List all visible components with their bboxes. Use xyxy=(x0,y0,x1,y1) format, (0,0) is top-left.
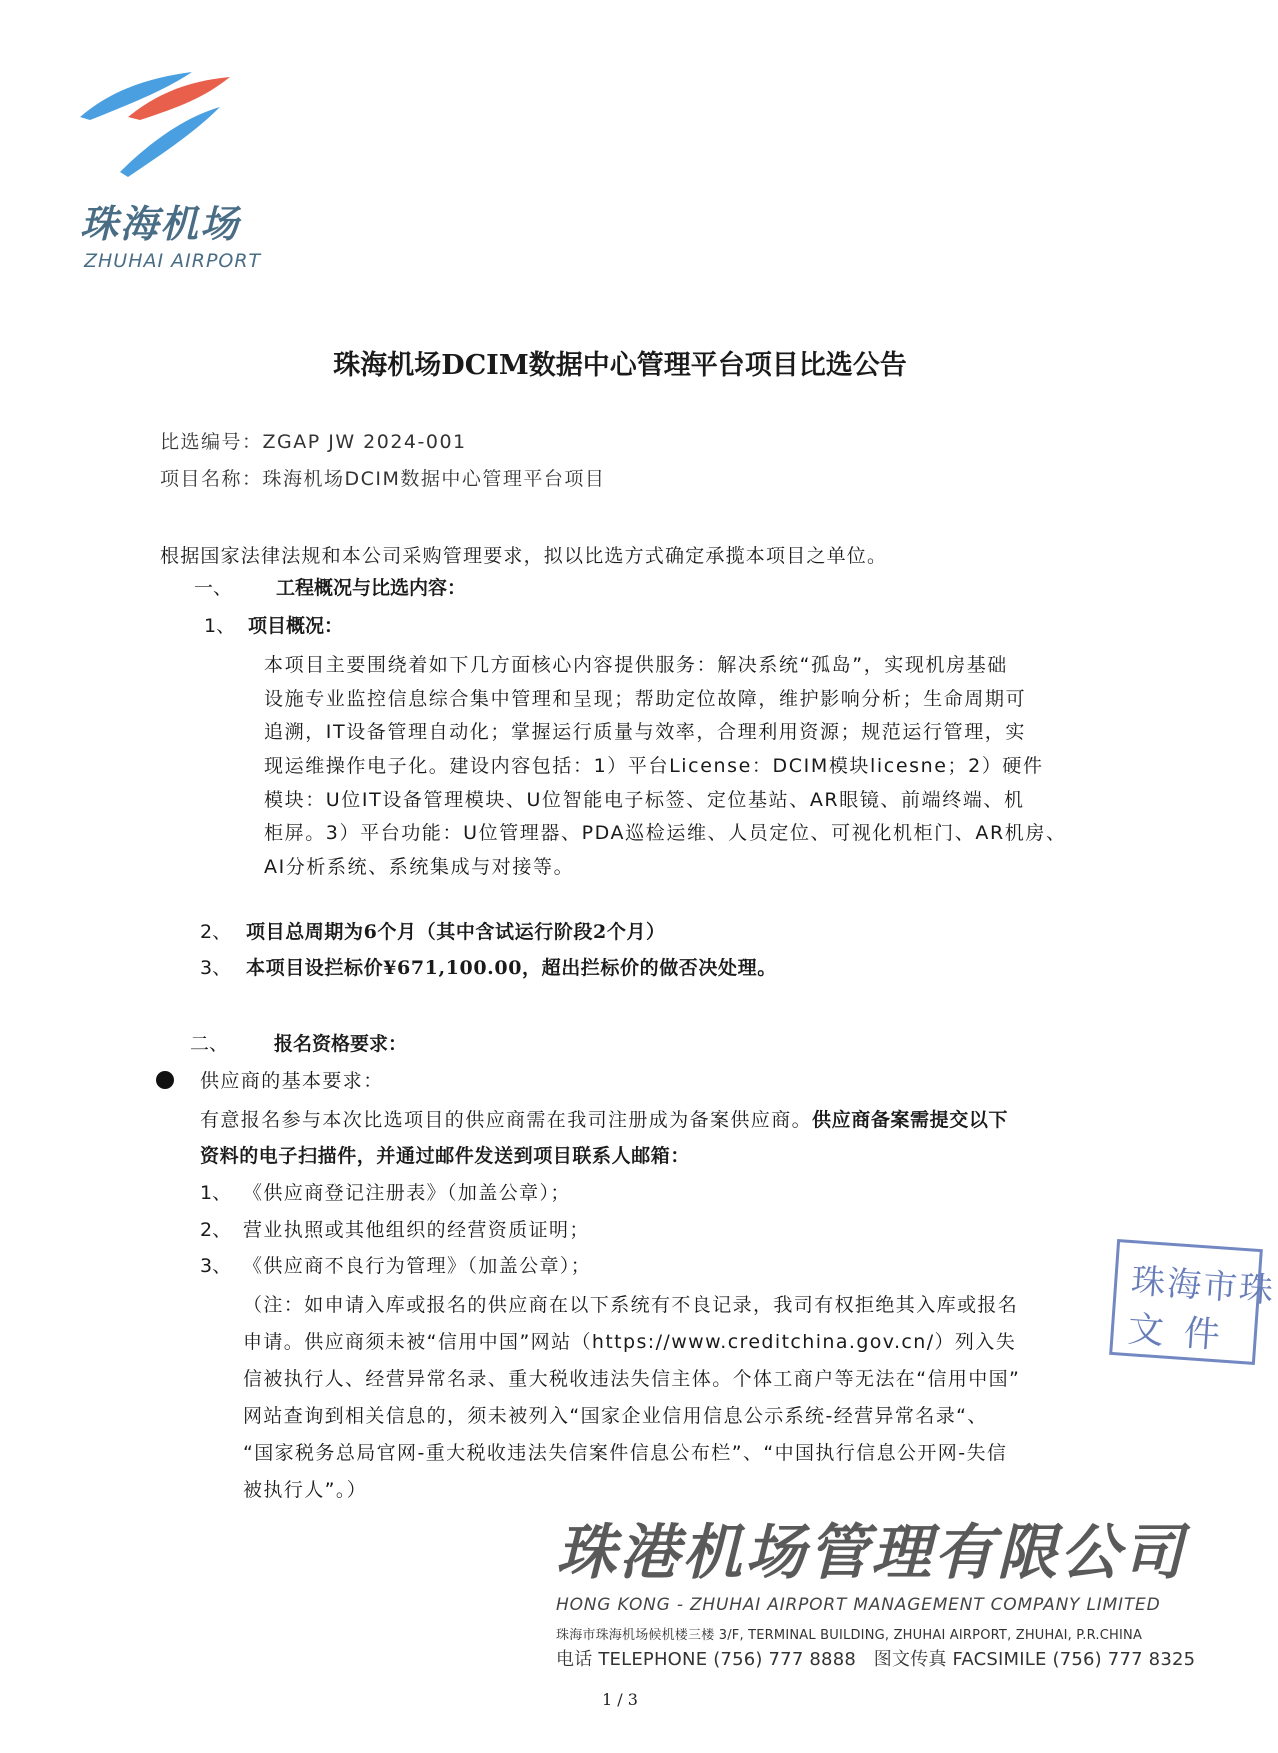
paragraph-line: AI分析系统、系统集成与对接等。 xyxy=(264,856,575,879)
requirement-line2: 资料的电子扫描件，并通过邮件发送到项目联系人邮箱： xyxy=(200,1145,691,1167)
note-line: 被执行人”。） xyxy=(243,1479,368,1501)
telephone: 电话 TELEPHONE (756) 777 8888 xyxy=(556,1649,857,1670)
airport-logo-icon xyxy=(80,72,230,182)
note-line: 网站查询到相关信息的，须未被列入“国家企业信用信息公示系统-经营异常名录“、 xyxy=(243,1405,988,1427)
company-name-en: HONG KONG - ZHUHAI AIRPORT MANAGEMENT COMPANY LIMITED xyxy=(556,1595,1161,1615)
item1-heading: 项目概况： xyxy=(248,615,344,637)
requirement-normal: 有意报名参与本次比选项目的供应商需在我司注册成为备案供应商。 xyxy=(200,1109,813,1131)
stamp-line1: 珠海市珠 xyxy=(1129,1261,1277,1312)
bullet-text: 供应商的基本要求： xyxy=(200,1070,384,1092)
item3-number: 3、 xyxy=(200,957,232,979)
list-item-text: 营业执照或其他组织的经营资质证明； xyxy=(243,1219,590,1241)
note-line: “国家税务总局官网-重大税收违法失信案件信息公布栏”、“中国执行信息公开网-失信 xyxy=(243,1442,1008,1464)
section1-number: 一、 xyxy=(194,577,233,599)
paragraph-line: 现运维操作电子化。建设内容包括：1）平台License：DCIM模块licesne；2）硬件 xyxy=(264,755,1044,778)
bullet-dot xyxy=(156,1071,174,1089)
logo-name-cn: 珠海机场 xyxy=(80,202,241,246)
document-stamp xyxy=(1109,1239,1277,1365)
item1-number: 1、 xyxy=(204,615,236,637)
section1-heading: 工程概况与比选内容： xyxy=(276,577,467,599)
list-item-text: 《供应商不良行为管理》（加盖公章）； xyxy=(243,1255,592,1277)
item2-number: 2、 xyxy=(200,921,232,943)
facsimile: 图文传真 FACSIMILE (756) 777 8325 xyxy=(873,1649,1196,1670)
company-phone-fax xyxy=(556,1645,1195,1671)
item2-text: 项目总周期为6个月（其中含试运行阶段2个月） xyxy=(246,921,666,943)
intro-paragraph: 根据国家法律法规和本公司采购管理要求，拟以比选方式确定承揽本项目之单位。 xyxy=(160,545,888,567)
requirement-bold: 供应商备案需提交以下 xyxy=(812,1109,1009,1131)
item3-text: 本项目设拦标价¥671,100.00，超出拦标价的做否决处理。 xyxy=(246,957,777,979)
company-address: 珠海市珠海机场候机楼三楼 3/F, TERMINAL BUILDING, ZHUHAI AIRPORT, ZHUHAI, P.R.CHINA xyxy=(556,1628,1143,1643)
paragraph-line: 模块：U位IT设备管理模块、U位智能电子标签、定位基站、AR眼镜、前端终端、机 xyxy=(264,788,1025,811)
note-paragraph xyxy=(243,1287,1020,1509)
note-line: 申请。供应商须未被“信用中国”网站（https://www.creditchina.gov.cn/）列入失 xyxy=(243,1331,1017,1353)
stamp-line2: 文件 xyxy=(1126,1309,1242,1358)
note-line: 信被执行人、经营异常名录、重大税收违法失信主体。个体工商户等无法在“信用中国” xyxy=(243,1368,1021,1390)
bid-number: 比选编号：ZGAP JW 2024-001 xyxy=(160,431,467,453)
list-item-number: 1、 xyxy=(200,1182,232,1204)
note-line: （注：如申请入库或报名的供应商在以下系统有不良记录，我司有权拒绝其入库或报名 xyxy=(243,1294,1019,1316)
company-name-cn: 珠港机场管理有限公司 xyxy=(556,1518,1186,1588)
project-name: 项目名称：珠海机场DCIM数据中心管理平台项目 xyxy=(160,468,606,490)
section2-heading: 报名资格要求： xyxy=(274,1033,408,1055)
list-item-number: 3、 xyxy=(200,1255,232,1277)
logo-name-en: ZHUHAI AIRPORT xyxy=(84,250,262,272)
paragraph-line: 追溯，IT设备管理自动化；掌握运行质量与效率，合理利用资源；规范运行管理，实 xyxy=(264,721,1027,744)
paragraph-line: 柜屏。3）平台功能：U位管理器、PDA巡检运维、人员定位、可视化机柜门、AR机房、 xyxy=(264,822,1067,845)
requirement-line1 xyxy=(200,1105,1008,1132)
section2-number: 二、 xyxy=(190,1033,229,1055)
document-title: 珠海机场DCIM数据中心管理平台项目比选公告 xyxy=(333,350,907,381)
page-number: 1 / 3 xyxy=(602,1690,638,1709)
list-item-text: 《供应商登记注册表》（加盖公章）； xyxy=(243,1182,571,1204)
item1-paragraph xyxy=(264,649,1067,885)
list-item-number: 2、 xyxy=(200,1219,232,1241)
paragraph-line: 本项目主要围绕着如下几方面核心内容提供服务：解决系统“孤岛”，实现机房基础 xyxy=(264,654,1008,676)
paragraph-line: 设施专业监控信息综合集中管理和呈现；帮助定位故障，维护影响分析；生命周期可 xyxy=(264,687,1027,710)
